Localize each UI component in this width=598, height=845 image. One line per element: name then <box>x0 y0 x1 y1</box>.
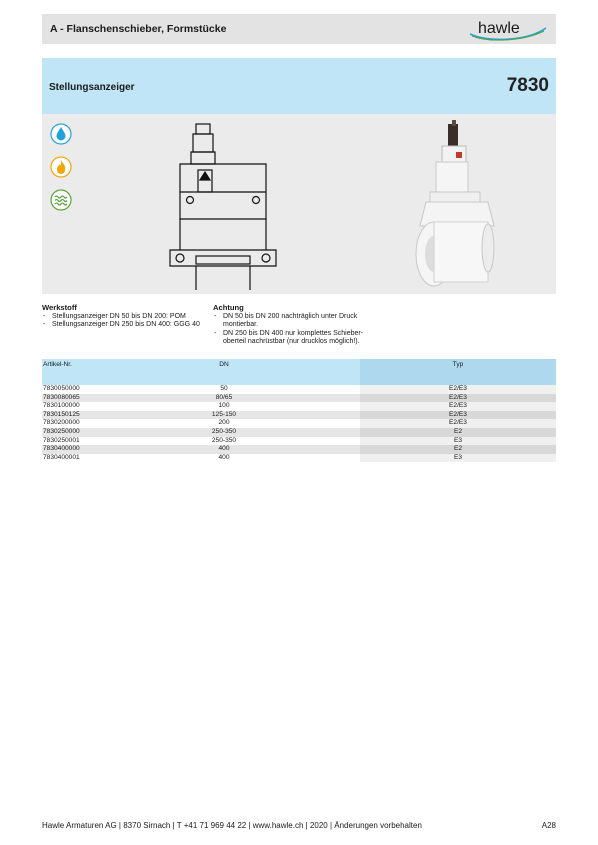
svg-text:hawle: hawle <box>478 20 520 37</box>
cell-dn: 80/65 <box>215 393 233 401</box>
col-header-artikel: Artikel-Nr. <box>43 361 72 368</box>
col-header-typ: Typ <box>452 361 464 368</box>
werkstoff-item: - Stellungsanzeiger DN 50 bis DN 200: POM <box>42 313 208 322</box>
section-title: A - Flanschenschieber, Formstücke <box>50 23 227 35</box>
cell-artikel: 7830080065 <box>43 393 80 401</box>
col-header-dn: DN <box>219 361 229 368</box>
page-header <box>42 14 556 44</box>
cell-dn: 400 <box>218 453 230 461</box>
cell-typ: E2 <box>453 427 463 435</box>
page-number: A28 <box>541 821 556 830</box>
achtung-item: - DN 50 bis DN 200 nachträglich unter Druck montierbar. <box>213 313 371 330</box>
image-area <box>42 114 556 294</box>
cell-artikel: 7830050000 <box>43 385 80 392</box>
cell-artikel: 7830250000 <box>43 427 80 435</box>
table-row <box>42 445 556 454</box>
achtung-item: - DN 250 bis DN 400 nur komplettes Schieber-oberteil nachrüstbar (nur drucklos möglich!). <box>213 330 371 347</box>
cell-typ: E3 <box>453 436 463 444</box>
werkstoff-section <box>42 304 208 330</box>
cell-typ: E3 <box>453 453 463 461</box>
footer-text: Hawle Armaturen AG | 8370 Sirnach | T +41 71 969 44 22 | www.hawle.ch | 2020 | Änderungen vorbehalten <box>42 821 422 830</box>
achtung-section <box>213 304 371 347</box>
table-row <box>42 402 556 411</box>
flame-icon <box>50 156 72 178</box>
cell-dn: 250-350 <box>211 427 237 435</box>
cell-dn: 200 <box>218 419 230 427</box>
werkstoff-heading: Werkstoff <box>42 303 77 312</box>
cell-dn: 400 <box>218 445 230 453</box>
table-row <box>42 419 556 428</box>
hawle-logo <box>466 16 550 42</box>
cell-typ: E2/E3 <box>449 393 467 401</box>
werkstoff-item: - Stellungsanzeiger DN 250 bis DN 400: GGG 40 <box>42 321 208 330</box>
cell-dn: 125-150 <box>211 410 237 418</box>
article-table <box>42 359 556 462</box>
cell-artikel: 7830100000 <box>43 402 80 410</box>
table-header <box>42 359 556 385</box>
cell-dn: 250-350 <box>211 436 237 444</box>
achtung-heading: Achtung <box>213 303 244 312</box>
technical-drawing <box>160 120 286 290</box>
cell-dn: 100 <box>218 402 230 410</box>
table-row <box>42 385 556 394</box>
table-row <box>42 454 556 463</box>
cell-artikel: 7830400001 <box>43 453 80 461</box>
product-title: Stellungsanzeiger <box>49 82 135 93</box>
water-drop-icon <box>50 123 72 145</box>
table-row <box>42 437 556 446</box>
product-number: 7830 <box>506 75 549 96</box>
wastewater-waves-icon <box>50 189 72 211</box>
cell-typ: E2/E3 <box>449 402 467 410</box>
cell-artikel: 7830150125 <box>43 410 80 418</box>
table-row <box>42 428 556 437</box>
cell-typ: E2 <box>453 445 463 453</box>
page-footer <box>42 821 556 830</box>
cell-artikel: 7830250001 <box>43 436 80 444</box>
cell-artikel: 7830200000 <box>43 419 80 427</box>
table-row <box>42 394 556 403</box>
cell-dn: 50 <box>220 385 228 392</box>
cell-typ: E2/E3 <box>449 410 467 418</box>
product-band <box>42 58 556 114</box>
product-photo <box>412 118 502 290</box>
cell-typ: E2/E3 <box>449 419 467 427</box>
cell-typ: E2/E3 <box>449 385 467 392</box>
table-row <box>42 411 556 420</box>
cell-artikel: 7830400000 <box>43 445 80 453</box>
